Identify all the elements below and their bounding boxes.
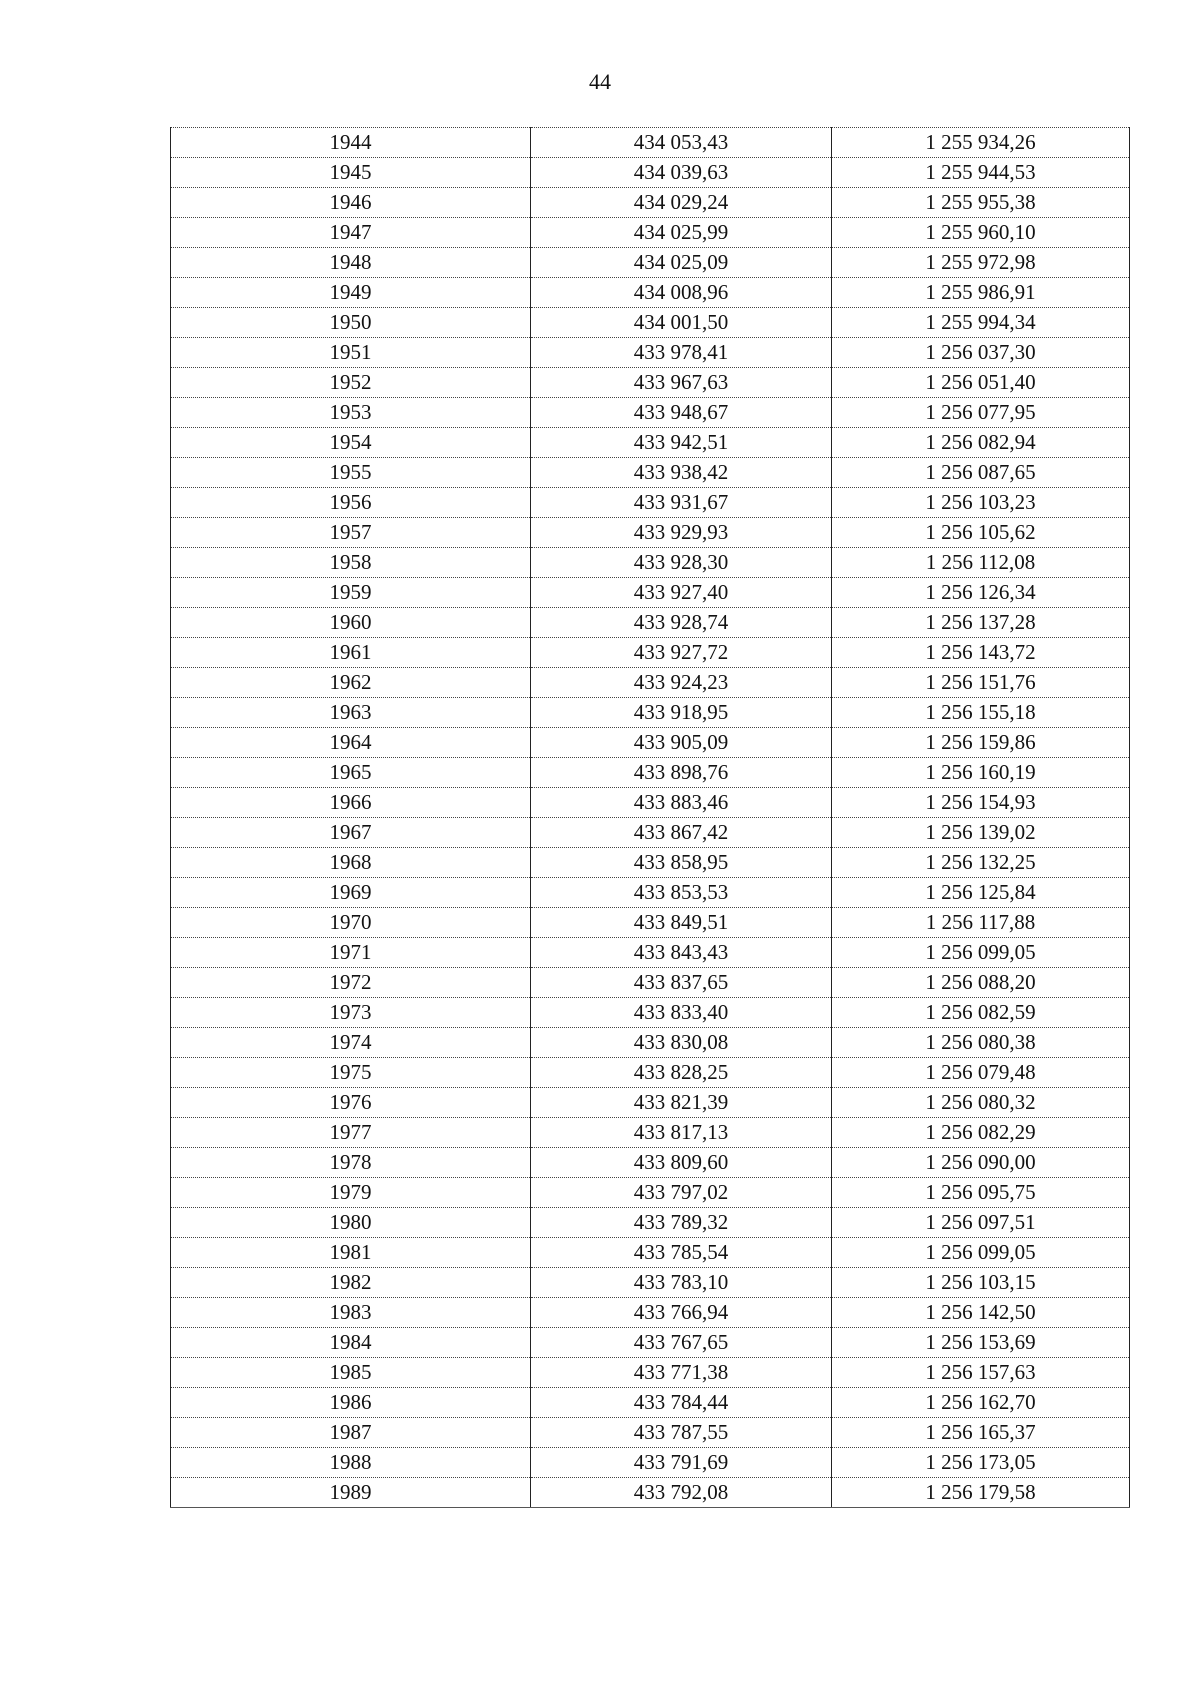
y-coordinate-cell: 1 256 090,00	[832, 1148, 1130, 1178]
x-coordinate-cell: 433 821,39	[531, 1088, 832, 1118]
x-coordinate-cell: 433 967,63	[531, 368, 832, 398]
table-row	[171, 1298, 1130, 1328]
y-coordinate-cell: 1 256 159,86	[832, 728, 1130, 758]
table-row	[171, 1208, 1130, 1238]
table-row	[171, 338, 1130, 368]
y-coordinate-cell: 1 256 151,76	[832, 668, 1130, 698]
y-coordinate-cell: 1 256 037,30	[832, 338, 1130, 368]
point-number-cell: 1953	[171, 398, 531, 428]
y-coordinate-cell: 1 255 986,91	[832, 278, 1130, 308]
y-coordinate-cell: 1 256 088,20	[832, 968, 1130, 998]
y-coordinate-cell: 1 256 132,25	[832, 848, 1130, 878]
y-coordinate-cell: 1 256 143,72	[832, 638, 1130, 668]
y-coordinate-cell: 1 256 155,18	[832, 698, 1130, 728]
table-row	[171, 488, 1130, 518]
table-row	[171, 668, 1130, 698]
x-coordinate-cell: 433 867,42	[531, 818, 832, 848]
point-number-cell: 1975	[171, 1058, 531, 1088]
page-number: 44	[589, 69, 611, 94]
y-coordinate-cell: 1 256 137,28	[832, 608, 1130, 638]
table-row	[171, 1238, 1130, 1268]
table-row	[171, 428, 1130, 458]
x-coordinate-cell: 434 029,24	[531, 188, 832, 218]
table-row	[171, 218, 1130, 248]
x-coordinate-cell: 434 008,96	[531, 278, 832, 308]
point-number-cell: 1985	[171, 1358, 531, 1388]
x-coordinate-cell: 433 809,60	[531, 1148, 832, 1178]
x-coordinate-cell: 433 771,38	[531, 1358, 832, 1388]
x-coordinate-cell: 433 766,94	[531, 1298, 832, 1328]
table-row	[171, 1088, 1130, 1118]
x-coordinate-cell: 433 905,09	[531, 728, 832, 758]
table-row	[171, 1358, 1130, 1388]
point-number-cell: 1989	[171, 1478, 531, 1508]
y-coordinate-cell: 1 255 994,34	[832, 308, 1130, 338]
point-number-cell: 1972	[171, 968, 531, 998]
y-coordinate-cell: 1 256 099,05	[832, 1238, 1130, 1268]
x-coordinate-cell: 433 853,53	[531, 878, 832, 908]
point-number-cell: 1955	[171, 458, 531, 488]
point-number-cell: 1963	[171, 698, 531, 728]
table-row	[171, 518, 1130, 548]
point-number-cell: 1978	[171, 1148, 531, 1178]
table-row	[171, 1388, 1130, 1418]
y-coordinate-cell: 1 256 105,62	[832, 518, 1130, 548]
table-row	[171, 548, 1130, 578]
point-number-cell: 1971	[171, 938, 531, 968]
point-number-cell: 1951	[171, 338, 531, 368]
point-number-cell: 1956	[171, 488, 531, 518]
y-coordinate-cell: 1 256 157,63	[832, 1358, 1130, 1388]
table-row	[171, 848, 1130, 878]
point-number-cell: 1957	[171, 518, 531, 548]
point-number-cell: 1958	[171, 548, 531, 578]
point-number-cell: 1976	[171, 1088, 531, 1118]
point-number-cell: 1982	[171, 1268, 531, 1298]
x-coordinate-cell: 433 931,67	[531, 488, 832, 518]
x-coordinate-cell: 433 783,10	[531, 1268, 832, 1298]
y-coordinate-cell: 1 256 103,23	[832, 488, 1130, 518]
x-coordinate-cell: 433 830,08	[531, 1028, 832, 1058]
point-number-cell: 1968	[171, 848, 531, 878]
x-coordinate-cell: 434 001,50	[531, 308, 832, 338]
point-number-cell: 1946	[171, 188, 531, 218]
y-coordinate-cell: 1 256 079,48	[832, 1058, 1130, 1088]
point-number-cell: 1983	[171, 1298, 531, 1328]
y-coordinate-cell: 1 255 944,53	[832, 158, 1130, 188]
table-row	[171, 188, 1130, 218]
x-coordinate-cell: 433 898,76	[531, 758, 832, 788]
x-coordinate-cell: 433 927,72	[531, 638, 832, 668]
table-row	[171, 698, 1130, 728]
table-row	[171, 1178, 1130, 1208]
point-number-cell: 1949	[171, 278, 531, 308]
x-coordinate-cell: 434 039,63	[531, 158, 832, 188]
table-row	[171, 818, 1130, 848]
table-row	[171, 278, 1130, 308]
y-coordinate-cell: 1 255 955,38	[832, 188, 1130, 218]
y-coordinate-cell: 1 256 082,59	[832, 998, 1130, 1028]
x-coordinate-cell: 433 792,08	[531, 1478, 832, 1508]
point-number-cell: 1974	[171, 1028, 531, 1058]
x-coordinate-cell: 433 858,95	[531, 848, 832, 878]
table-row	[171, 1478, 1130, 1508]
y-coordinate-cell: 1 256 142,50	[832, 1298, 1130, 1328]
x-coordinate-cell: 433 948,67	[531, 398, 832, 428]
y-coordinate-cell: 1 256 139,02	[832, 818, 1130, 848]
x-coordinate-cell: 433 978,41	[531, 338, 832, 368]
table-row	[171, 728, 1130, 758]
coordinates-table	[170, 127, 1130, 1508]
x-coordinate-cell: 433 833,40	[531, 998, 832, 1028]
point-number-cell: 1952	[171, 368, 531, 398]
point-number-cell: 1950	[171, 308, 531, 338]
y-coordinate-cell: 1 256 153,69	[832, 1328, 1130, 1358]
y-coordinate-cell: 1 256 087,65	[832, 458, 1130, 488]
x-coordinate-cell: 433 849,51	[531, 908, 832, 938]
x-coordinate-cell: 433 929,93	[531, 518, 832, 548]
point-number-cell: 1960	[171, 608, 531, 638]
x-coordinate-cell: 433 837,65	[531, 968, 832, 998]
x-coordinate-cell: 433 789,32	[531, 1208, 832, 1238]
x-coordinate-cell: 433 797,02	[531, 1178, 832, 1208]
point-number-cell: 1964	[171, 728, 531, 758]
table-row	[171, 1028, 1130, 1058]
x-coordinate-cell: 433 942,51	[531, 428, 832, 458]
y-coordinate-cell: 1 256 126,34	[832, 578, 1130, 608]
table-row	[171, 458, 1130, 488]
x-coordinate-cell: 433 787,55	[531, 1418, 832, 1448]
point-number-cell: 1973	[171, 998, 531, 1028]
table-row	[171, 1448, 1130, 1478]
table-row	[171, 878, 1130, 908]
x-coordinate-cell: 433 785,54	[531, 1238, 832, 1268]
table-row	[171, 938, 1130, 968]
table-row	[171, 968, 1130, 998]
y-coordinate-cell: 1 256 117,88	[832, 908, 1130, 938]
coordinates-table-body	[171, 128, 1130, 1508]
point-number-cell: 1967	[171, 818, 531, 848]
point-number-cell: 1981	[171, 1238, 531, 1268]
y-coordinate-cell: 1 256 154,93	[832, 788, 1130, 818]
point-number-cell: 1979	[171, 1178, 531, 1208]
table-row	[171, 1328, 1130, 1358]
point-number-cell: 1962	[171, 668, 531, 698]
y-coordinate-cell: 1 256 082,29	[832, 1118, 1130, 1148]
y-coordinate-cell: 1 256 173,05	[832, 1448, 1130, 1478]
point-number-cell: 1984	[171, 1328, 531, 1358]
point-number-cell: 1961	[171, 638, 531, 668]
y-coordinate-cell: 1 255 972,98	[832, 248, 1130, 278]
point-number-cell: 1988	[171, 1448, 531, 1478]
point-number-cell: 1980	[171, 1208, 531, 1238]
x-coordinate-cell: 433 784,44	[531, 1388, 832, 1418]
y-coordinate-cell: 1 256 160,19	[832, 758, 1130, 788]
x-coordinate-cell: 433 828,25	[531, 1058, 832, 1088]
point-number-cell: 1954	[171, 428, 531, 458]
y-coordinate-cell: 1 256 103,15	[832, 1268, 1130, 1298]
y-coordinate-cell: 1 256 051,40	[832, 368, 1130, 398]
x-coordinate-cell: 433 767,65	[531, 1328, 832, 1358]
x-coordinate-cell: 433 928,30	[531, 548, 832, 578]
x-coordinate-cell: 434 053,43	[531, 128, 832, 158]
table-row	[171, 158, 1130, 188]
y-coordinate-cell: 1 255 934,26	[832, 128, 1130, 158]
point-number-cell: 1977	[171, 1118, 531, 1148]
table-row	[171, 1148, 1130, 1178]
x-coordinate-cell: 433 883,46	[531, 788, 832, 818]
table-row	[171, 1418, 1130, 1448]
table-row	[171, 788, 1130, 818]
x-coordinate-cell: 434 025,99	[531, 218, 832, 248]
point-number-cell: 1966	[171, 788, 531, 818]
table-row	[171, 578, 1130, 608]
table-row	[171, 248, 1130, 278]
table-row	[171, 608, 1130, 638]
point-number-cell: 1945	[171, 158, 531, 188]
table-row	[171, 998, 1130, 1028]
point-number-cell: 1970	[171, 908, 531, 938]
x-coordinate-cell: 433 927,40	[531, 578, 832, 608]
point-number-cell: 1969	[171, 878, 531, 908]
table-row	[171, 1058, 1130, 1088]
table-row	[171, 398, 1130, 428]
table-row	[171, 758, 1130, 788]
x-coordinate-cell: 433 817,13	[531, 1118, 832, 1148]
point-number-cell: 1987	[171, 1418, 531, 1448]
y-coordinate-cell: 1 256 077,95	[832, 398, 1130, 428]
y-coordinate-cell: 1 256 099,05	[832, 938, 1130, 968]
y-coordinate-cell: 1 256 112,08	[832, 548, 1130, 578]
table-row	[171, 1268, 1130, 1298]
y-coordinate-cell: 1 256 080,32	[832, 1088, 1130, 1118]
point-number-cell: 1965	[171, 758, 531, 788]
y-coordinate-cell: 1 256 165,37	[832, 1418, 1130, 1448]
point-number-cell: 1948	[171, 248, 531, 278]
y-coordinate-cell: 1 256 179,58	[832, 1478, 1130, 1508]
y-coordinate-cell: 1 256 095,75	[832, 1178, 1130, 1208]
y-coordinate-cell: 1 256 080,38	[832, 1028, 1130, 1058]
x-coordinate-cell: 433 791,69	[531, 1448, 832, 1478]
point-number-cell: 1947	[171, 218, 531, 248]
point-number-cell: 1959	[171, 578, 531, 608]
table-row	[171, 368, 1130, 398]
table-row	[171, 1118, 1130, 1148]
point-number-cell: 1986	[171, 1388, 531, 1418]
x-coordinate-cell: 433 938,42	[531, 458, 832, 488]
table-row	[171, 908, 1130, 938]
y-coordinate-cell: 1 256 082,94	[832, 428, 1130, 458]
y-coordinate-cell: 1 256 162,70	[832, 1388, 1130, 1418]
x-coordinate-cell: 433 918,95	[531, 698, 832, 728]
y-coordinate-cell: 1 256 097,51	[832, 1208, 1130, 1238]
x-coordinate-cell: 433 924,23	[531, 668, 832, 698]
y-coordinate-cell: 1 256 125,84	[832, 878, 1130, 908]
x-coordinate-cell: 433 928,74	[531, 608, 832, 638]
y-coordinate-cell: 1 255 960,10	[832, 218, 1130, 248]
x-coordinate-cell: 434 025,09	[531, 248, 832, 278]
point-number-cell: 1944	[171, 128, 531, 158]
x-coordinate-cell: 433 843,43	[531, 938, 832, 968]
table-row	[171, 128, 1130, 158]
table-row	[171, 638, 1130, 668]
table-row	[171, 308, 1130, 338]
